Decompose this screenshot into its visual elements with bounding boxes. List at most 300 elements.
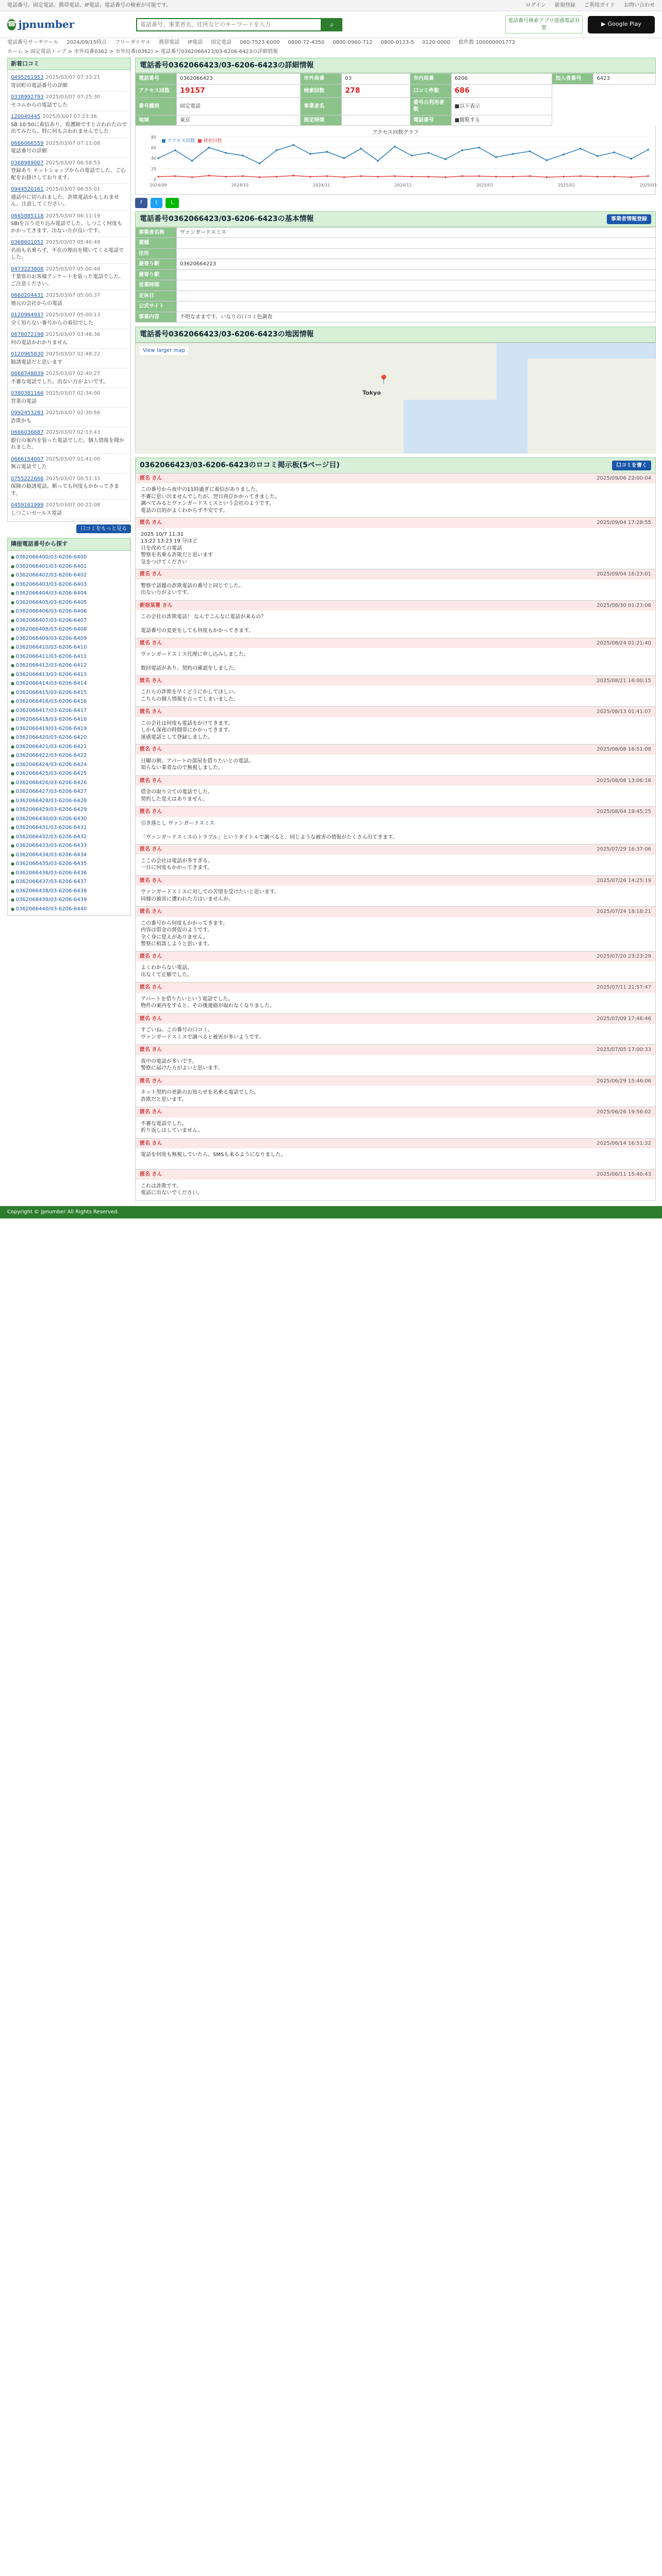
comment-header bbox=[136, 952, 655, 962]
comment-date: 2025/03/07 02:30:56 bbox=[45, 410, 101, 416]
comment-body: 不審な電話でした。出ない方がよいです。 bbox=[11, 379, 109, 385]
play-badge-label: Google Play bbox=[607, 21, 641, 28]
comment-body: 寄居町の電話番号の詳細 bbox=[11, 82, 68, 89]
x-tick-label: 2024/10 bbox=[231, 183, 249, 188]
comment-number-link[interactable]: 0678072198 bbox=[11, 332, 44, 338]
stat-label: アクセス回数 bbox=[136, 84, 177, 97]
comment bbox=[135, 844, 656, 876]
breadcrumb: ホーム > 固定電話トップ > 市外局番0362 > 市外局番(0362) > 電話番号0362066423/03-6206-6423の詳細情報 bbox=[7, 49, 278, 55]
register-business-button[interactable]: 事業者情報登録 bbox=[607, 214, 651, 225]
map-land-center bbox=[404, 343, 496, 400]
data-point bbox=[225, 176, 227, 178]
comment-number-link[interactable]: 0368601052 bbox=[11, 240, 44, 246]
comment-body: よくわからない電話。 出なくて正解でした。 bbox=[141, 965, 192, 978]
comment-author: 匿名 さん bbox=[140, 1109, 162, 1115]
comment-author: 匿名 さん bbox=[140, 1047, 162, 1053]
comment-author: 新宿某署 さん bbox=[140, 602, 173, 608]
table-row bbox=[136, 115, 656, 126]
comment-header bbox=[136, 601, 655, 611]
comment-date: 2025/03/07 05:00:48 bbox=[45, 266, 101, 272]
related-number-link[interactable]: ● 0362066417/03-6206-6417 bbox=[11, 706, 127, 716]
stat-value: 6423 bbox=[593, 74, 656, 84]
view-larger-map-link[interactable]: View larger map bbox=[140, 346, 188, 355]
more-comments-button[interactable]: 口コミをもっと見る bbox=[76, 524, 131, 533]
comments-title-text: 0362066423/03-6206-6423のロコミ掲示板(5ページ目) bbox=[140, 461, 340, 469]
comment-number-link[interactable]: 0368989007 bbox=[11, 160, 44, 166]
related-number-link[interactable]: ● 0362066416/03-6206-6416 bbox=[11, 697, 127, 706]
comment-body: 無言電話でした bbox=[11, 464, 47, 470]
comment-body: ネット契約の更新のお知らせを名乗る電話でした。 詐欺だと思います。 bbox=[141, 1090, 259, 1103]
data-point bbox=[630, 176, 632, 178]
comment bbox=[135, 744, 656, 776]
related-number-link[interactable]: ● 0362066401/03-6206-6401 bbox=[11, 562, 127, 571]
top-link-login[interactable]: ログイン bbox=[525, 3, 546, 8]
data-point bbox=[495, 156, 497, 158]
comment-date: 2025/07/24 18:18:21 bbox=[597, 909, 651, 915]
related-number-link[interactable]: ● 0362066408/03-6206-6408 bbox=[11, 625, 127, 634]
data-point bbox=[191, 176, 193, 178]
comment-header bbox=[136, 473, 655, 484]
related-number-link[interactable]: ● 0362066421/03-6206-6421 bbox=[11, 742, 127, 752]
data-point bbox=[394, 146, 396, 148]
comment-body: 通話中に切られました。詐欺電話かもしれません。注意してください。 bbox=[11, 194, 119, 208]
data-point bbox=[225, 152, 227, 154]
nav-item[interactable]: 0800-72-4350 bbox=[288, 40, 325, 45]
nav-item[interactable]: IP電話 bbox=[188, 40, 203, 45]
comment-body: 不審な電話でした。 折り返しはしていません。 bbox=[141, 1121, 203, 1134]
comment-body: ヴァンガードスミスに対しての苦情を受けたいと思います。 同様の被害に遭われた方はいませんか。 bbox=[141, 889, 279, 902]
related-number-link[interactable]: ● 0362066431/03-6206-6431 bbox=[11, 823, 127, 833]
series-line-1 bbox=[158, 176, 648, 177]
comment-number-link[interactable]: 0338992793 bbox=[11, 94, 44, 100]
logo-text: jpnumber bbox=[18, 18, 75, 30]
comment bbox=[135, 706, 656, 744]
related-number-link[interactable]: ● 0362066406/03-6206-6406 bbox=[11, 607, 127, 616]
related-number-link[interactable]: ● 0362066405/03-6206-6405 bbox=[11, 598, 127, 607]
related-numbers-list bbox=[7, 551, 131, 916]
stat-label: 加入者番号 bbox=[552, 74, 593, 84]
related-number-link[interactable]: ● 0362066425/03-6206-6425 bbox=[11, 769, 127, 778]
comment-body: 借金の取り立ての電話でした。 契約した覚えはありません。 bbox=[141, 789, 213, 802]
data-point bbox=[597, 155, 599, 157]
phone-icon: ☎ bbox=[7, 19, 16, 30]
comment bbox=[135, 906, 656, 952]
comment-header bbox=[136, 1107, 655, 1117]
comment-date: 2025/07/05 17:00:33 bbox=[597, 1047, 651, 1053]
site-logo[interactable] bbox=[7, 14, 75, 35]
related-number-link[interactable]: ● 0362066439/03-6206-6439 bbox=[11, 895, 127, 905]
comment-number-link[interactable]: 0666036687 bbox=[11, 430, 44, 436]
comment-body: セコムからの電話でした bbox=[11, 102, 68, 108]
comment-date: 2025/08/08 16:51:08 bbox=[597, 747, 651, 753]
related-number-link[interactable]: ● 0362066409/03-6206-6409 bbox=[11, 634, 127, 643]
nav-item[interactable]: 2024/09/15時点 bbox=[67, 40, 107, 45]
stat-value: ■閲覧する bbox=[451, 115, 552, 126]
info-nav bbox=[0, 38, 662, 46]
stat-label: 検索回数 bbox=[301, 84, 342, 97]
related-number-link[interactable]: ● 0362066418/03-6206-6418 bbox=[11, 715, 127, 724]
related-number-link[interactable]: ● 0362066402/03-6206-6402 bbox=[11, 571, 127, 580]
list-item bbox=[11, 388, 127, 408]
data-point bbox=[478, 175, 481, 177]
header bbox=[0, 11, 662, 38]
related-number-link[interactable]: ● 0362066433/03-6206-6433 bbox=[11, 841, 127, 851]
comment-author: 匿名 さん bbox=[140, 985, 162, 991]
basic-info-title bbox=[135, 211, 656, 227]
data-point bbox=[411, 155, 413, 157]
related-number-link[interactable]: ● 0362066422/03-6206-6422 bbox=[11, 751, 127, 760]
comment-author: 匿名 さん bbox=[140, 709, 162, 715]
basic-label: 事業者名称 bbox=[136, 227, 177, 238]
related-number-link[interactable]: ● 0362066438/03-6206-6438 bbox=[11, 887, 127, 896]
related-numbers-title: 隣接電話番号から探す bbox=[7, 538, 131, 551]
related-number-link[interactable]: ● 0362066437/03-6206-6437 bbox=[11, 877, 127, 887]
list-item bbox=[11, 290, 127, 310]
comment-date: 2025/03/07 07:33:21 bbox=[45, 75, 101, 81]
comment-number-link[interactable]: 120040445 bbox=[11, 114, 41, 120]
data-point bbox=[343, 157, 345, 159]
list-item bbox=[11, 138, 127, 158]
comments-list bbox=[135, 473, 656, 1201]
data-point bbox=[614, 176, 616, 178]
list-item bbox=[11, 454, 127, 473]
stat-label: 市内局番 bbox=[410, 74, 451, 84]
comment-number-link[interactable]: 0666066559 bbox=[11, 140, 44, 146]
data-point bbox=[562, 176, 565, 178]
nav-item[interactable]: 0800-0960-712 bbox=[333, 40, 373, 45]
related-number-link[interactable]: ● 0362066420/03-6206-6420 bbox=[11, 733, 127, 742]
new-comments-list bbox=[7, 70, 131, 522]
comment-date: 2025/08/04 19:45:25 bbox=[597, 809, 651, 815]
table-row bbox=[136, 301, 656, 312]
basic-value: ヴァンガードスミス bbox=[177, 227, 656, 238]
footer: Copyright © jpnumber All Rights Reserved. bbox=[0, 1206, 662, 1218]
top-link-register[interactable]: 新規登録 bbox=[554, 3, 575, 8]
comment-header bbox=[136, 744, 655, 755]
write-comment-button[interactable]: 口コミを書く bbox=[612, 461, 651, 471]
comment-date: 2025/07/26 14:25:19 bbox=[597, 877, 651, 884]
comment-header bbox=[136, 982, 655, 993]
top-link-contact[interactable]: お問い合わせ bbox=[624, 3, 655, 8]
comment-number-link[interactable]: 0120964937 bbox=[11, 312, 44, 318]
related-number-link[interactable]: ● 0362066411/03-6206-6411 bbox=[11, 652, 127, 662]
related-number-link[interactable]: ● 0362066424/03-6206-6424 bbox=[11, 760, 127, 770]
comment-date: 2025/07/09 17:46:46 bbox=[597, 1015, 651, 1022]
stat-value: 19157 bbox=[177, 84, 301, 97]
comment-date: 2025/03/07 07:25:30 bbox=[45, 94, 101, 100]
data-point bbox=[191, 160, 193, 162]
related-number-link[interactable]: ● 0362066435/03-6206-6435 bbox=[11, 859, 127, 869]
comment-date: 2025/09/04 16:23:01 bbox=[597, 571, 651, 578]
data-point bbox=[580, 148, 582, 150]
x-tick-label: 2024/11 bbox=[313, 183, 330, 188]
table-row bbox=[136, 74, 656, 84]
list-item bbox=[11, 264, 127, 291]
search-form bbox=[136, 18, 342, 31]
comment-body: この番号から夜中の11時過ぎに着信がありました。 不審に思い出ませんでしたが、翌日再びかかってきました。 調べてみるとヴァンガードスミスという会社のようです。 電話の目的がよくわからず不安です。 bbox=[141, 487, 280, 514]
basic-value: 03620664223 bbox=[177, 259, 656, 270]
stat-value: 0362066423 bbox=[177, 74, 301, 84]
comment-header bbox=[136, 776, 655, 786]
comment bbox=[135, 600, 656, 638]
comment-date: 2025/03/07 02:13:43 bbox=[45, 430, 101, 436]
comment-date: 2025/03/07 06:58:53 bbox=[45, 160, 101, 166]
map-land-east bbox=[527, 359, 656, 454]
data-point bbox=[394, 175, 396, 177]
nav-item[interactable]: 携帯電話 bbox=[159, 40, 180, 45]
list-item bbox=[11, 158, 127, 184]
comment-body: SB 10:50に着信あり。看護師ですと言われたので出てみたら、特に何も言われませんでした bbox=[11, 122, 127, 135]
comment-body: 詐欺かも bbox=[11, 418, 31, 424]
data-point bbox=[512, 153, 514, 155]
related-number-link[interactable]: ● 0362066440/03-6206-6440 bbox=[11, 905, 127, 914]
data-point bbox=[360, 175, 362, 177]
comment bbox=[135, 1138, 656, 1170]
top-link-guide[interactable]: ご利用ガイド bbox=[584, 3, 615, 8]
nav-item[interactable]: 060-7523-6000 bbox=[240, 40, 280, 45]
comment-date: 2025/03/07 05:00:37 bbox=[45, 293, 101, 299]
comment bbox=[135, 1044, 656, 1076]
data-point bbox=[427, 152, 429, 154]
data-point bbox=[276, 149, 278, 151]
comment-body: ここの会社は電話が多すぎる。 一日に何度もかかってきます。 bbox=[141, 858, 213, 871]
comment-body: これは詐欺です。 電話に出ないでください。 bbox=[141, 1183, 203, 1196]
comment-number-link[interactable]: 0944520161 bbox=[11, 187, 44, 193]
comment-body: 日曜の朝、アパートの部屋を借りたいとの電話。 知らない業者なので無視しました。 bbox=[141, 758, 254, 771]
data-point bbox=[377, 160, 379, 162]
comments-title bbox=[135, 457, 656, 473]
data-point bbox=[259, 163, 261, 165]
related-number-link[interactable]: ● 0362066426/03-6206-6426 bbox=[11, 778, 127, 788]
comment-number-link[interactable]: 0120965830 bbox=[11, 351, 44, 358]
data-point bbox=[427, 176, 429, 178]
basic-value: 不明なままです。いなりの口コミ色調査 bbox=[177, 312, 656, 323]
stat-label: 市外局番 bbox=[301, 74, 342, 84]
comment-date: 2025/03/07 01:41:00 bbox=[45, 456, 101, 462]
comment-date: 2025/08/08 13:06:16 bbox=[597, 777, 651, 784]
basic-value bbox=[177, 269, 656, 280]
related-number-link[interactable]: ● 0362066404/03-6206-6404 bbox=[11, 589, 127, 598]
comment bbox=[135, 775, 656, 807]
nav-item[interactable]: 総件数 100000001773 bbox=[458, 40, 515, 45]
google-play-badge[interactable] bbox=[588, 16, 655, 33]
nav-item[interactable]: 0120-0000 bbox=[422, 40, 451, 45]
access-chart-svg bbox=[138, 128, 657, 190]
comment-number-link[interactable]: 0459161999 bbox=[11, 502, 44, 509]
stat-value: 686 bbox=[451, 84, 552, 97]
search-button[interactable] bbox=[322, 18, 342, 31]
comment-number-link[interactable]: 0380381166 bbox=[11, 391, 44, 397]
stat-value: 03 bbox=[342, 74, 410, 84]
basic-value bbox=[177, 280, 656, 291]
comment-header bbox=[136, 518, 655, 528]
stat-value: 6206 bbox=[451, 74, 552, 84]
nav-item[interactable]: 電話番号サーチツール bbox=[7, 40, 59, 45]
data-point bbox=[309, 176, 311, 178]
data-point bbox=[411, 176, 413, 178]
map-pin-icon: 📍 bbox=[378, 374, 390, 385]
x-tick-label: 2024/12 bbox=[394, 183, 412, 188]
comment-header bbox=[136, 907, 655, 917]
list-item bbox=[11, 72, 127, 92]
data-point bbox=[529, 175, 531, 177]
comment-date: 2025/06/11 15:40:43 bbox=[597, 1172, 651, 1178]
nav-item[interactable]: 固定電話 bbox=[211, 40, 232, 45]
list-item bbox=[11, 184, 127, 211]
comment-author: 匿名 さん bbox=[140, 1140, 162, 1146]
comment-number-link[interactable]: 0665885118 bbox=[11, 213, 44, 219]
comment-author: 匿名 さん bbox=[140, 677, 162, 684]
data-point bbox=[276, 176, 278, 178]
list-item bbox=[11, 408, 127, 427]
related-number-link[interactable]: ● 0362066428/03-6206-6428 bbox=[11, 796, 127, 806]
data-point bbox=[647, 149, 649, 151]
comment-number-link[interactable]: 0495261953 bbox=[11, 75, 44, 81]
comment-number-link[interactable]: 0992453283 bbox=[11, 410, 44, 416]
list-item bbox=[11, 473, 127, 500]
comment-number-link[interactable]: 0666154007 bbox=[11, 456, 44, 462]
related-number-link[interactable]: ● 0362066403/03-6206-6403 bbox=[11, 580, 127, 589]
related-number-link[interactable]: ● 0362066430/03-6206-6430 bbox=[11, 815, 127, 824]
stat-value bbox=[342, 115, 410, 126]
stat-value: 東京 bbox=[177, 115, 301, 126]
list-item bbox=[11, 349, 127, 368]
basic-label: 事業内容 bbox=[136, 312, 177, 323]
basic-label: 住所 bbox=[136, 248, 177, 259]
stat-value: ■以下表示 bbox=[451, 97, 552, 115]
map-land-west bbox=[136, 343, 404, 454]
related-number-link[interactable]: ● 0362066412/03-6206-6412 bbox=[11, 661, 127, 670]
related-number-link[interactable]: ● 0362066410/03-6206-6410 bbox=[11, 643, 127, 652]
stat-label: 電話番号 bbox=[410, 115, 451, 126]
comment-header bbox=[136, 569, 655, 580]
related-number-link[interactable]: ● 0362066413/03-6206-6413 bbox=[11, 670, 127, 680]
stat-value: 固定電話 bbox=[177, 97, 301, 115]
comment-number-link[interactable]: 0668748839 bbox=[11, 371, 44, 377]
comment-date: 2025/09/06 22:00:04 bbox=[597, 475, 651, 481]
comment bbox=[135, 951, 656, 983]
data-point bbox=[461, 149, 464, 151]
related-number-link[interactable]: ● 0362066427/03-6206-6427 bbox=[11, 787, 127, 796]
related-number-link[interactable]: ● 0362066434/03-6206-6434 bbox=[11, 851, 127, 860]
comment-date: 2025/03/07 02:48:22 bbox=[45, 351, 101, 358]
map[interactable] bbox=[135, 343, 656, 453]
nav-item[interactable]: フリーダイヤル bbox=[114, 40, 151, 45]
comment-body: この会社は何度も電話をかけてきます。 しかも深夜の時間帯にかかってきます。 迷惑電話として登録しました。 bbox=[141, 720, 234, 740]
share-facebook-button[interactable]: f bbox=[135, 198, 147, 208]
related-number-link[interactable]: ● 0362066432/03-6206-6432 bbox=[11, 833, 127, 842]
comment-body: 引き落とし ヴァンガードスミス 「ヴァンガードスミスのトラブル」というタイトルで調べると、同じような被害の情報がたくさん出てきます。 bbox=[141, 820, 398, 840]
stat-label: 口コミ件数 bbox=[410, 84, 451, 97]
comment-header bbox=[136, 638, 655, 649]
related-number-link[interactable]: ● 0362066429/03-6206-6429 bbox=[11, 805, 127, 815]
x-tick-label: 2025/01 bbox=[476, 183, 493, 188]
comment-date: 2025/03/07 02:40:27 bbox=[45, 371, 101, 377]
data-point bbox=[546, 176, 548, 178]
map-city-label: Tokyo bbox=[362, 389, 381, 396]
comment-date: 2025/03/07 03:48:36 bbox=[45, 332, 101, 338]
comment bbox=[135, 569, 656, 601]
comment-body: この番号から何度もかかってきます。 内容は借金の督促のようです。 全く身に覚えがありません。 警察に相談しようと思います。 bbox=[141, 920, 228, 947]
comment-body: 全く知らない番号からの着信でした bbox=[11, 320, 93, 326]
list-item bbox=[11, 310, 127, 329]
basic-info-title-text: 電話番号0362066423/03-6206-6423の基本情報 bbox=[140, 214, 314, 223]
comment-date: 2025/03/07 00:22:08 bbox=[45, 502, 101, 509]
table-row bbox=[136, 259, 656, 270]
legend-entry: ■ アクセス回数 bbox=[161, 139, 195, 144]
data-point bbox=[208, 147, 210, 149]
comment-number-link[interactable]: 0660204431 bbox=[11, 293, 44, 299]
comment-header bbox=[136, 807, 655, 817]
data-point bbox=[326, 151, 328, 153]
comment-date: 2025/08/24 01:21:40 bbox=[597, 640, 651, 646]
related-number-link[interactable]: ● 0362066415/03-6206-6415 bbox=[11, 688, 127, 698]
data-point bbox=[614, 151, 616, 154]
nav-item[interactable]: 0800-0123-5 bbox=[380, 40, 414, 45]
related-number-link[interactable]: ● 0362066400/03-6206-6400 bbox=[11, 553, 127, 562]
related-number-link[interactable]: ● 0362066436/03-6206-6436 bbox=[11, 869, 127, 878]
data-point bbox=[444, 159, 446, 161]
related-number-link[interactable]: ● 0362066419/03-6206-6419 bbox=[11, 724, 127, 734]
comment-date: 2025/06/14 16:51:32 bbox=[597, 1140, 651, 1146]
comment bbox=[135, 1076, 656, 1108]
top-links bbox=[518, 2, 655, 9]
list-item bbox=[11, 500, 127, 519]
comment-number-link[interactable]: 0755222666 bbox=[11, 476, 44, 482]
comment-body: 電話番号の詳細 bbox=[11, 148, 47, 155]
comment-header bbox=[136, 1045, 655, 1055]
comment-header bbox=[136, 1076, 655, 1087]
basic-value bbox=[177, 238, 656, 249]
table-row bbox=[136, 280, 656, 291]
related-number-link[interactable]: ● 0362066414/03-6206-6414 bbox=[11, 679, 127, 688]
basic-value bbox=[177, 291, 656, 301]
comment-header bbox=[136, 876, 655, 886]
basic-label: 定休日 bbox=[136, 291, 177, 301]
basic-value bbox=[177, 301, 656, 312]
data-point bbox=[208, 175, 210, 177]
search-input[interactable] bbox=[136, 18, 322, 31]
comment-date: 2025/08/21 16:00:15 bbox=[597, 677, 651, 684]
table-row bbox=[136, 312, 656, 323]
related-number-link[interactable]: ● 0362066407/03-6206-6407 bbox=[11, 616, 127, 625]
comment-body: 警察で話題の詐欺電話の番号と同じでした。 出ない方がよいです。 bbox=[141, 583, 244, 596]
comment-date: 2025/07/11 21:57:47 bbox=[597, 985, 651, 991]
basic-label: 最寄り駅 bbox=[136, 269, 177, 280]
y-tick-label: 0 bbox=[153, 177, 156, 182]
data-point bbox=[343, 176, 345, 178]
basic-info-table bbox=[135, 227, 656, 323]
comment-date: 2025/03/07 06:55:01 bbox=[45, 187, 101, 193]
comment-author: 匿名 さん bbox=[140, 1172, 162, 1178]
list-item bbox=[11, 237, 127, 264]
comment-number-link[interactable]: 0473223808 bbox=[11, 266, 44, 272]
share-twitter-button[interactable]: t bbox=[151, 198, 163, 208]
share-line-button[interactable]: L bbox=[166, 198, 179, 208]
stat-label: 地域 bbox=[136, 115, 177, 126]
main-content bbox=[135, 58, 656, 1201]
basic-label: 最寄り駅 bbox=[136, 259, 177, 270]
comment-author: 匿名 さん bbox=[140, 877, 162, 884]
data-point bbox=[529, 150, 531, 152]
comment-header bbox=[136, 1170, 655, 1180]
comment-date: 2025/07/29 16:37:06 bbox=[597, 846, 651, 853]
comment bbox=[135, 875, 656, 907]
comment-body: 登録あり ネットショップからの電話でした。ご心配をお掛けしております。 bbox=[11, 168, 126, 181]
comment-date: 2025/03/07 07:11:08 bbox=[45, 140, 101, 146]
comment-header bbox=[136, 1014, 655, 1024]
app-info[interactable]: 電話番号検索アプリ迷惑電話対策 bbox=[505, 15, 583, 33]
